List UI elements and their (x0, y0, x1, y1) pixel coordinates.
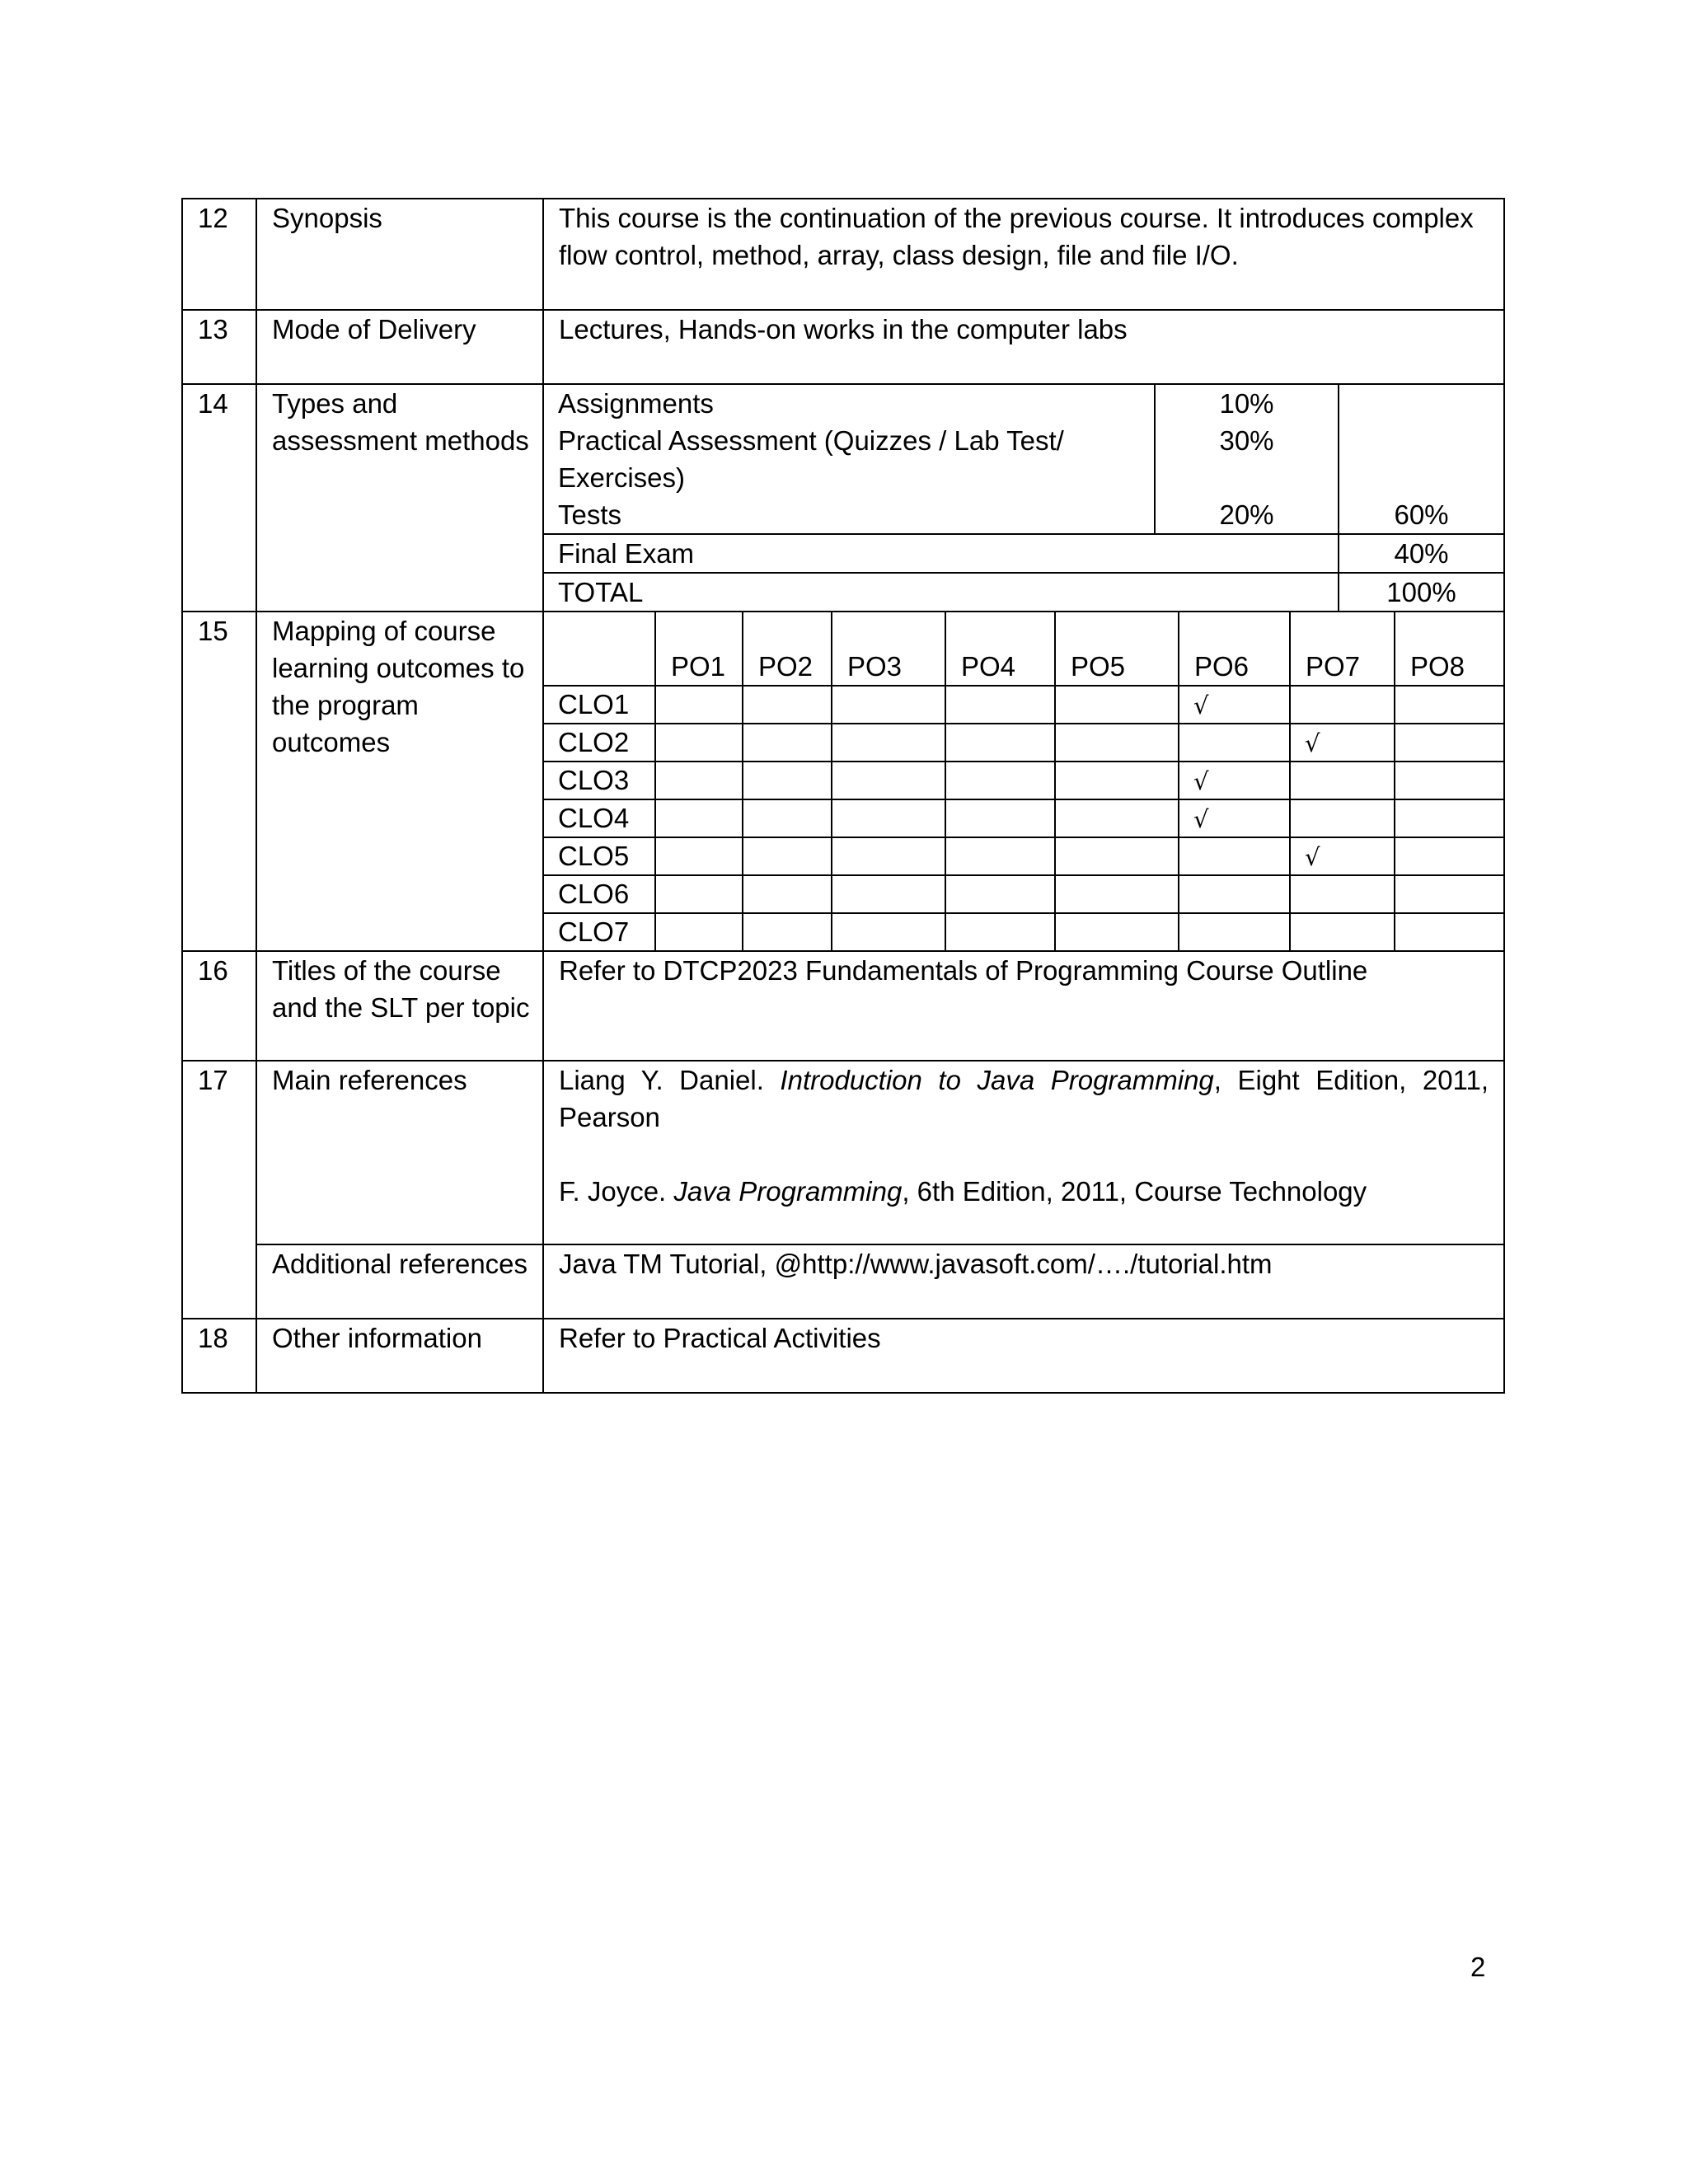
total-label: TOTAL (544, 573, 1339, 611)
other-information-text: Refer to Practical Activities (543, 1319, 1504, 1393)
assessment-item-name: Tests (558, 499, 622, 530)
mapping-column-header: PO8 (1395, 612, 1503, 686)
titles-slt-text: Refer to DTCP2023 Fundamentals of Programming Course Outline (543, 951, 1504, 1061)
mapping-cell (1179, 875, 1290, 913)
mapping-cell (1395, 799, 1503, 837)
mapping-cell (945, 799, 1055, 837)
final-exam-label: Final Exam (544, 534, 1339, 573)
mapping-cell (1055, 913, 1179, 950)
row-label: Types and assessment methods (256, 384, 543, 612)
row-label: Main references (256, 1061, 543, 1244)
row-number: 17 (182, 1061, 256, 1319)
mapping-cell (832, 724, 945, 762)
mapping-cell (1179, 837, 1290, 875)
mapping-cell (1179, 724, 1290, 762)
mapping-cell (945, 762, 1055, 799)
check-mark-icon: √ (1305, 729, 1320, 757)
total-row (544, 573, 1503, 611)
mapping-cell (1179, 799, 1290, 837)
assessment-item-percent: 10% (1219, 388, 1274, 419)
mapping-column-header: PO1 (655, 612, 743, 686)
mapping-cell (655, 837, 743, 875)
row-number: 16 (182, 951, 256, 1061)
row-label: Other information (256, 1319, 543, 1393)
mapping-cell (743, 686, 832, 724)
page-number: 2 (1470, 1952, 1486, 1982)
row-label: Mapping of course learning outcomes to the program outcomes (256, 612, 543, 951)
mapping-cell (1290, 875, 1395, 913)
mapping-cell (655, 762, 743, 799)
row-main-references (182, 1061, 1504, 1244)
assessment-item-percent: 20% (1219, 499, 1274, 530)
mapping-cell (1290, 724, 1395, 762)
assessment-table (544, 385, 1503, 611)
mapping-cell (1290, 837, 1395, 875)
course-outline-table (181, 198, 1505, 1394)
mapping-cell (1055, 686, 1179, 724)
clo-label: CLO6 (544, 875, 655, 913)
mapping-cell (945, 686, 1055, 724)
row-label: Mode of Delivery (256, 310, 543, 384)
clo-label: CLO1 (544, 686, 655, 724)
row-titles-slt (182, 951, 1504, 1061)
assessment-item-percent: 30% (1219, 425, 1274, 456)
mapping-cell (655, 875, 743, 913)
mapping-cell (1395, 837, 1503, 875)
mapping-cell (1055, 799, 1179, 837)
total-percent: 100% (1339, 573, 1503, 611)
row-mode-of-delivery (182, 310, 1504, 384)
mapping-row (544, 799, 1503, 837)
assessment-item-name: Practical Assessment (Quizzes / Lab Test/ Exercises) (558, 425, 1064, 493)
mapping-cell (1055, 724, 1179, 762)
assessment-item-name: Assignments (558, 388, 714, 419)
mapping-cell (1290, 762, 1395, 799)
mapping-row (544, 875, 1503, 913)
mapping-cell (945, 875, 1055, 913)
mapping-column-header: PO3 (832, 612, 945, 686)
mapping-cell (1055, 875, 1179, 913)
mapping-column-header: PO7 (1290, 612, 1395, 686)
row-number: 12 (182, 199, 256, 310)
mapping-cell (945, 837, 1055, 875)
mode-of-delivery-text: Lectures, Hands-on works in the computer labs (543, 310, 1504, 384)
clo-po-mapping-table (544, 612, 1503, 950)
mapping-cell (743, 799, 832, 837)
main-reference: Liang Y. Daniel. Introduction to Java Programming, Eight Edition, 2011, Pearson (559, 1065, 1489, 1132)
check-mark-icon: √ (1193, 691, 1209, 719)
mapping-cell (1290, 913, 1395, 950)
mapping-cell (832, 913, 945, 950)
synopsis-text: This course is the continuation of the previous course. It introduces complex flow control, method, array, class design, file and file I/O. (543, 199, 1504, 310)
mapping-row (544, 837, 1503, 875)
mapping-column-header: PO5 (1055, 612, 1179, 686)
mapping-cell (1395, 724, 1503, 762)
assessment-subtotal: 60% (1394, 499, 1449, 530)
mapping-cell (655, 799, 743, 837)
row-clo-po-mapping (182, 612, 1504, 951)
mapping-cell (743, 875, 832, 913)
assessment-items-row (544, 385, 1503, 534)
row-number: 15 (182, 612, 256, 951)
row-label: Synopsis (256, 199, 543, 310)
mapping-row (544, 724, 1503, 762)
mapping-cell (1179, 913, 1290, 950)
row-assessment (182, 384, 1504, 612)
main-reference: F. Joyce. Java Programming, 6th Edition, 2011, Course Technology (559, 1176, 1367, 1207)
mapping-cell (1290, 686, 1395, 724)
mapping-cell (743, 913, 832, 950)
mapping-cell (1395, 913, 1503, 950)
mapping-cell (832, 686, 945, 724)
mapping-cell (945, 913, 1055, 950)
mapping-column-header: PO4 (945, 612, 1055, 686)
mapping-cell (1395, 762, 1503, 799)
row-other-information (182, 1319, 1504, 1393)
mapping-row (544, 686, 1503, 724)
mapping-corner-cell (544, 612, 655, 686)
mapping-cell (1395, 875, 1503, 913)
clo-label: CLO4 (544, 799, 655, 837)
mapping-cell (655, 686, 743, 724)
row-label: Additional references (256, 1244, 543, 1319)
mapping-column-header: PO2 (743, 612, 832, 686)
check-mark-icon: √ (1193, 805, 1209, 833)
clo-label: CLO3 (544, 762, 655, 799)
mapping-cell (655, 724, 743, 762)
mapping-cell (832, 875, 945, 913)
clo-label: CLO7 (544, 913, 655, 950)
final-exam-row (544, 534, 1503, 573)
row-additional-references (182, 1244, 1504, 1319)
mapping-cell (1290, 799, 1395, 837)
clo-label: CLO5 (544, 837, 655, 875)
check-mark-icon: √ (1193, 767, 1209, 795)
additional-references-text: Java TM Tutorial, @http://www.javasoft.com/…./tutorial.htm (543, 1244, 1504, 1319)
row-number: 18 (182, 1319, 256, 1393)
final-exam-percent: 40% (1339, 534, 1503, 573)
mapping-row (544, 913, 1503, 950)
mapping-column-header: PO6 (1179, 612, 1290, 686)
mapping-cell (743, 762, 832, 799)
mapping-row (544, 762, 1503, 799)
mapping-cell (832, 837, 945, 875)
mapping-cell (1055, 837, 1179, 875)
mapping-cell (945, 724, 1055, 762)
mapping-cell (743, 837, 832, 875)
row-number: 13 (182, 310, 256, 384)
mapping-cell (743, 724, 832, 762)
row-label: Titles of the course and the SLT per topic (256, 951, 543, 1061)
row-synopsis (182, 199, 1504, 310)
mapping-header-row (544, 612, 1503, 686)
row-number: 14 (182, 384, 256, 612)
check-mark-icon: √ (1305, 843, 1320, 871)
mapping-cell (655, 913, 743, 950)
mapping-cell (832, 799, 945, 837)
course-outline-sheet (181, 198, 1503, 1394)
mapping-cell (1395, 686, 1503, 724)
mapping-cell (1055, 762, 1179, 799)
clo-label: CLO2 (544, 724, 655, 762)
mapping-cell (832, 762, 945, 799)
mapping-cell (1179, 686, 1290, 724)
mapping-cell (1179, 762, 1290, 799)
